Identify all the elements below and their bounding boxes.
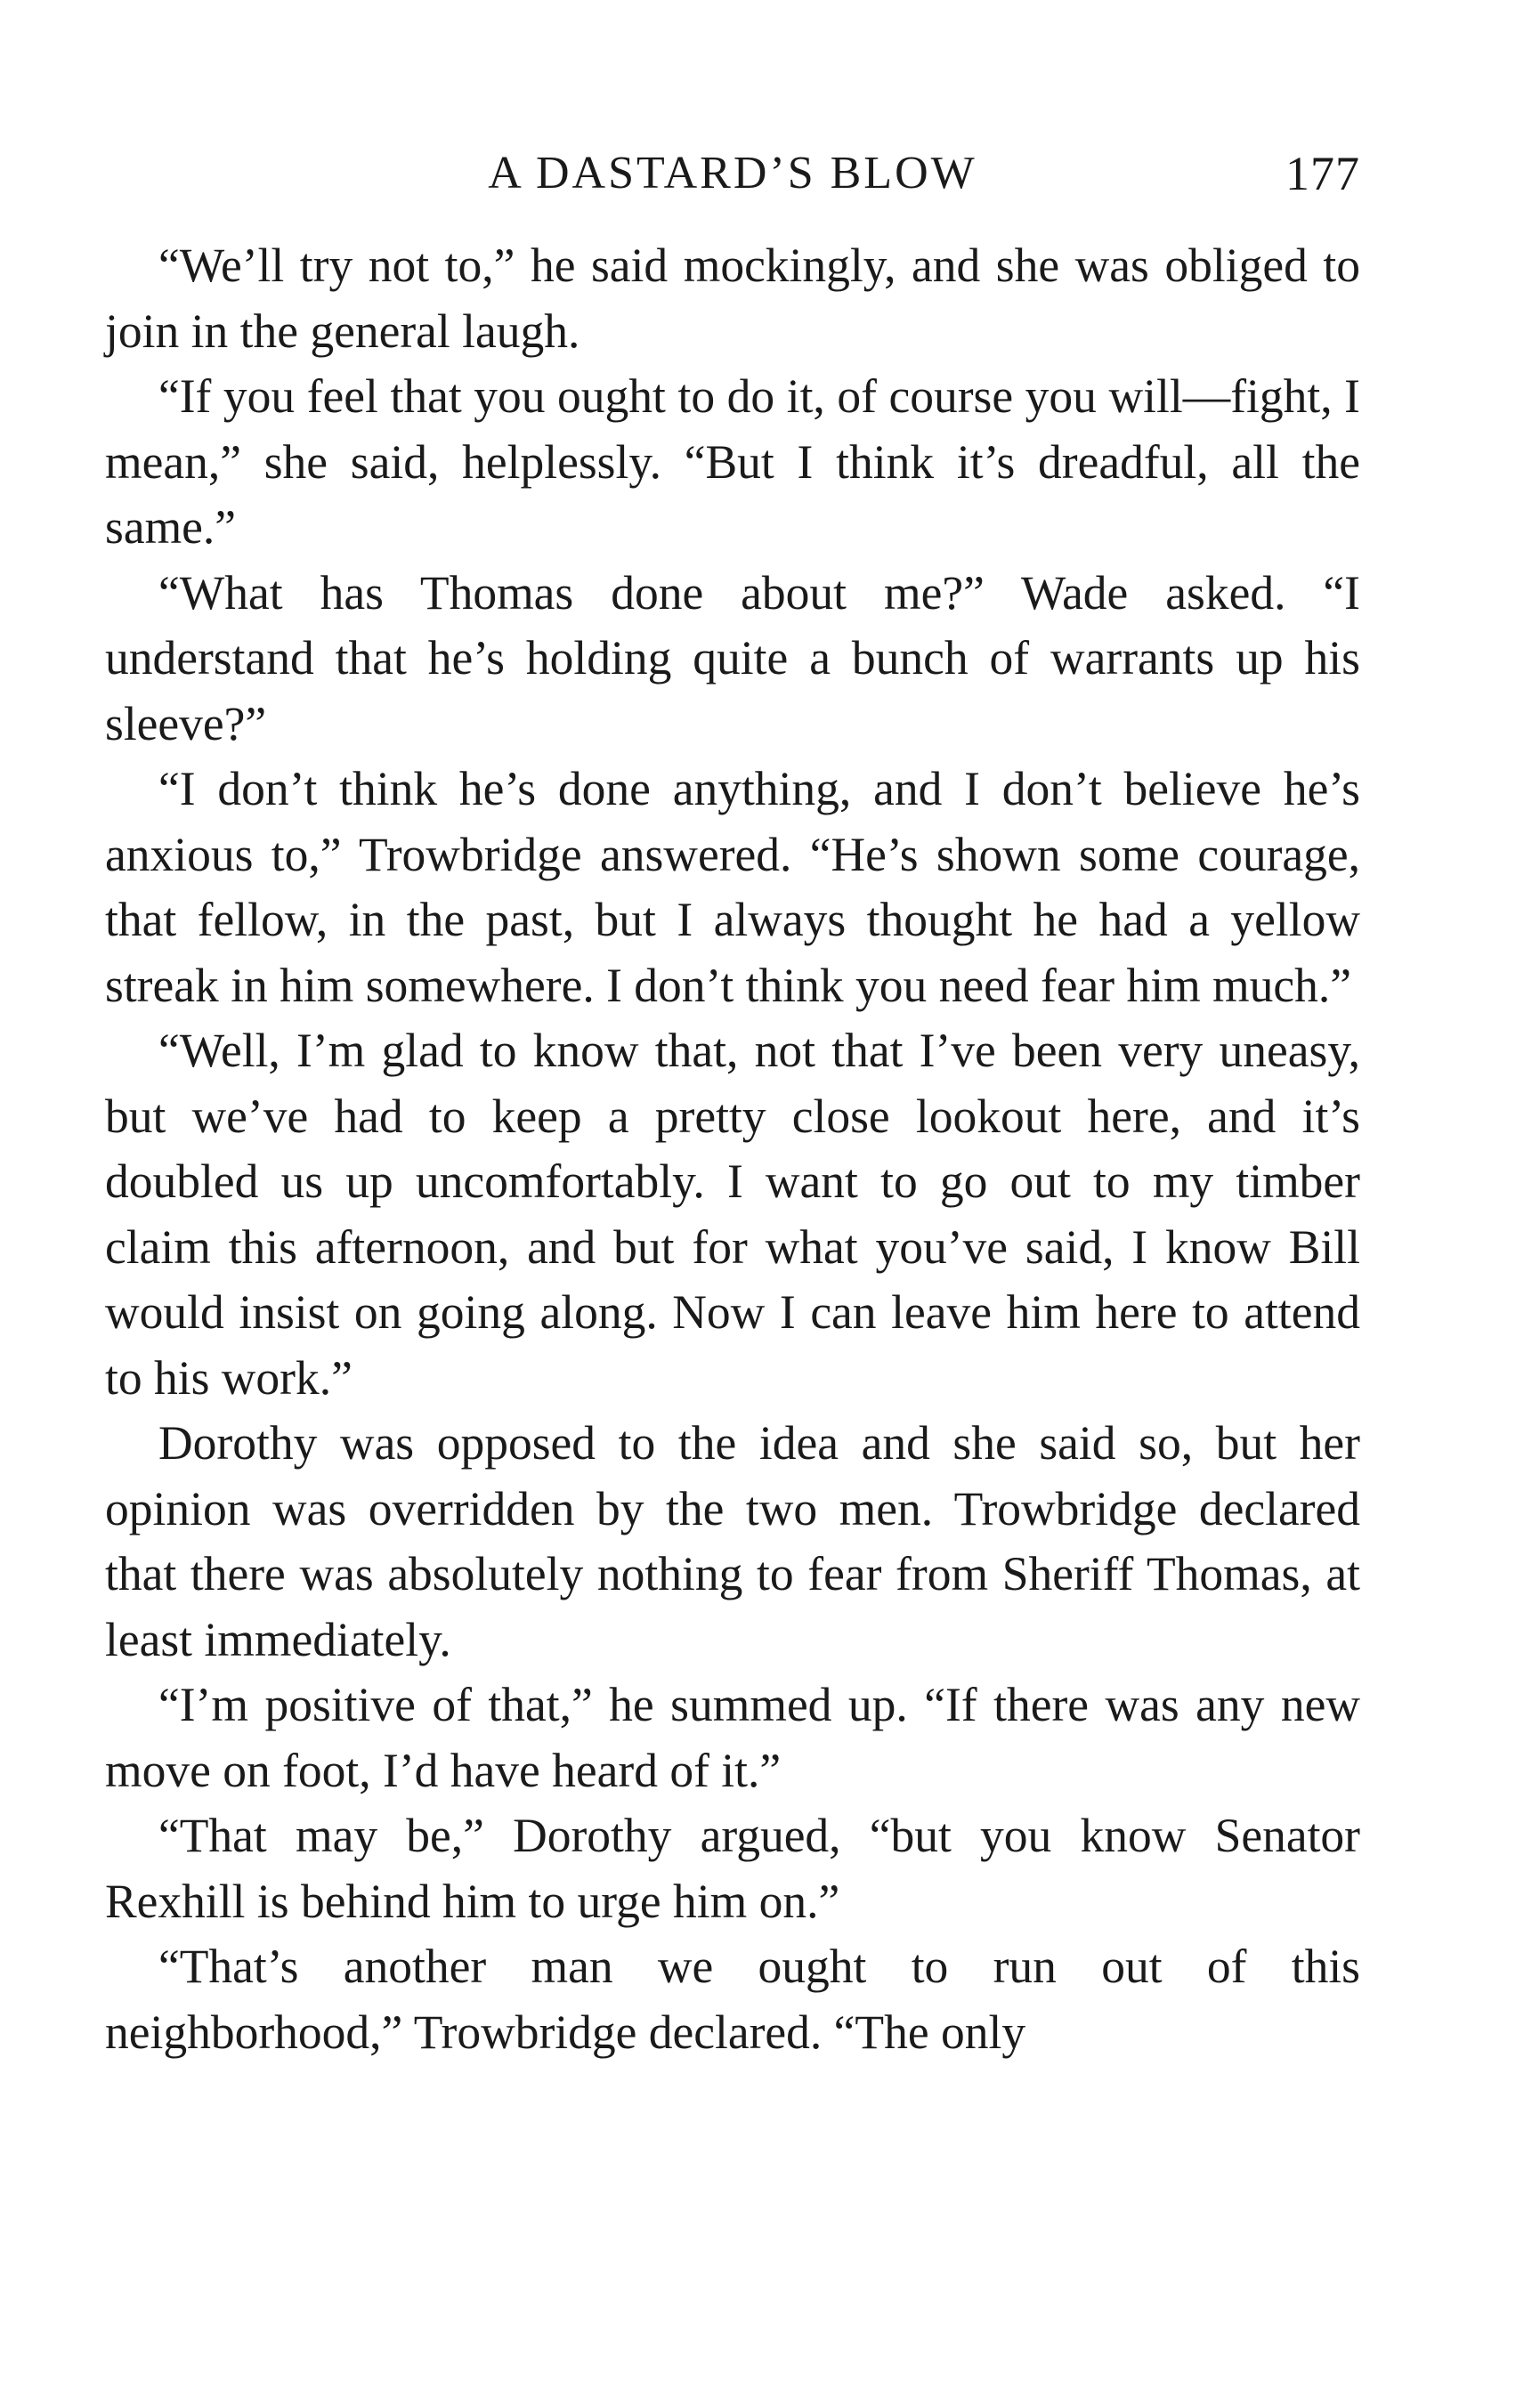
- paragraph: “That’s another man we ought to run out of this neighborhood,” Trowbridge declared. “The only: [105, 1940, 1360, 2059]
- paragraph: “I’m positive of that,” he summed up. “If there was any new move on foot, I’d have heard of it.”: [105, 1678, 1360, 1797]
- paragraph: “What has Thomas done about me?” Wade asked. “I understand that he’s holding quite a bunch of warrants up his sleeve?”: [105, 565, 1360, 750]
- body-text: [105, 233, 1360, 2065]
- running-head: [105, 142, 1360, 205]
- page-number: 177: [1285, 147, 1360, 200]
- paragraph: “If you feel that you ought to do it, of course you will—fight, I mean,” she said, helplessly. “But I think it’s dreadful, all the same.”: [105, 369, 1360, 554]
- paragraph: “Well, I’m glad to know that, not that I’ve been very uneasy, but we’ve had to keep a pretty close lookout here, and it’s doubled us up uncomfortably. I want to go out to my timber claim this afternoon, and but for what you’ve said, I know Bill would insist on going along. Now I can leave him here to attend to his work.”: [105, 1024, 1360, 1405]
- paragraph: “We’ll try not to,” he said mockingly, and she was obliged to join in the general laugh.: [105, 239, 1360, 358]
- paragraph: “That may be,” Dorothy argued, “but you know Senator Rexhill is behind him to urge him on.”: [105, 1809, 1360, 1928]
- paragraph: “I don’t think he’s done anything, and I don’t believe he’s anxious to,” Trowbridge answered. “He’s shown some courage, that fellow, in the past, but I always thought he had a yellow streak in him somewhere. I don’t think you need fear him much.”: [105, 762, 1360, 1012]
- paragraph: Dorothy was opposed to the idea and she said so, but her opinion was overridden by the two men. Trowbridge declared that there was absolutely nothing to fear from Sheriff Thomas, at least immediately.: [105, 1416, 1360, 1666]
- running-title: A DASTARD’S BLOW: [488, 148, 977, 198]
